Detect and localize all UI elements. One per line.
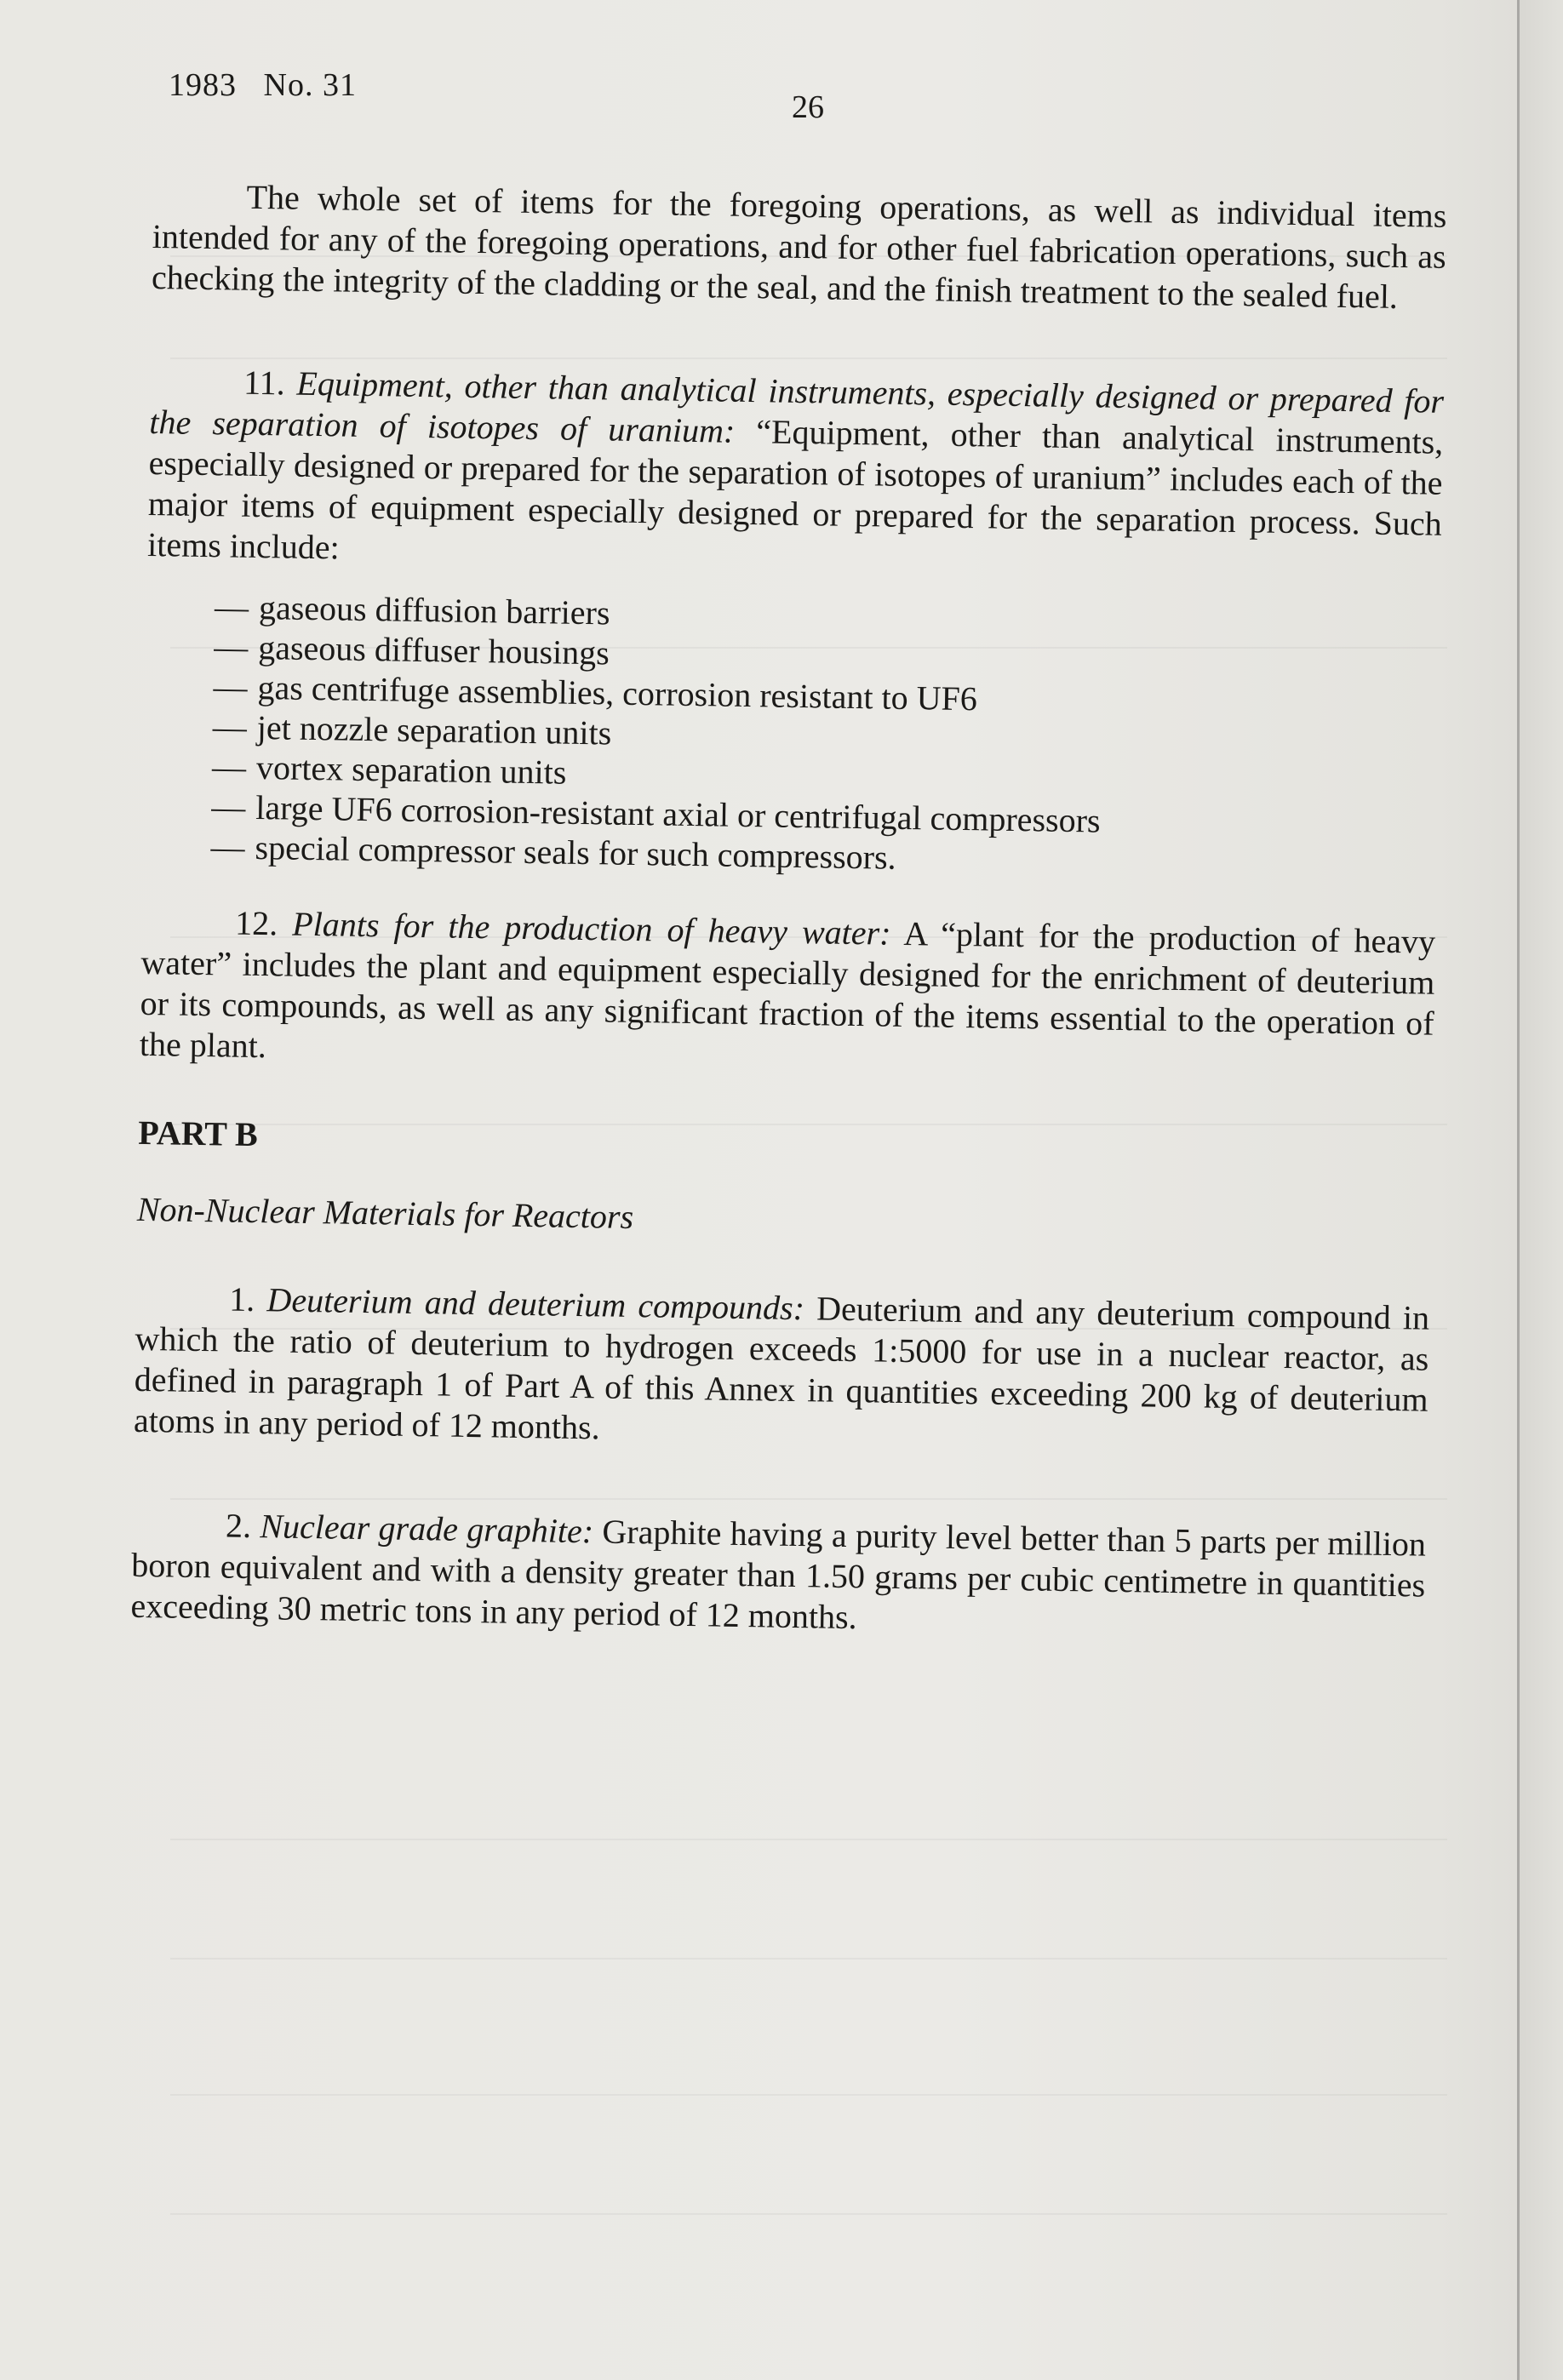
part-b-item-1-paragraph xyxy=(134,1278,1430,1462)
document-body xyxy=(130,175,1447,1647)
page-number: 26 xyxy=(792,89,824,125)
list-item: — large UF6 corrosion-resistant axial or centrifugal compressors xyxy=(211,787,1101,840)
bleed-through-line xyxy=(170,2213,1447,2215)
dash-bullet: — xyxy=(211,747,247,787)
list-item: — gas centrifuge assemblies, corrosion resistant to UF6 xyxy=(213,667,978,718)
section-12-number: 12. xyxy=(234,903,278,943)
section-11-body: “Equipment, other than analytical instruments, especially designed or prepared for the separation of isotopes of uranium” includes each of the major items of equipment especially designed or prepared for the separation process. Such items include: xyxy=(146,412,1444,567)
section-11-paragraph xyxy=(147,361,1445,586)
section-12-body: A “plant for the production of heavy water” includes the plant and equipment especially designed for the enrichment of deuterium or its compounds, as well as any significant fraction of the items essential to the operation of the plant. xyxy=(139,913,1436,1066)
dash-bullet: — xyxy=(210,827,245,867)
bleed-through-line xyxy=(170,2094,1447,2096)
part-b-item-2-paragraph xyxy=(130,1504,1426,1647)
item-2-number: 2. xyxy=(225,1506,252,1546)
item-2-body: Graphite having a purity level better than 5 parts per million boron equivalent and with a density greater than 1.50 grams per cubic centimetre in quantities exceeding 30 metric tons in any period of 12 months. xyxy=(130,1512,1427,1637)
part-b-heading: PART B xyxy=(137,1113,259,1154)
bleed-through-line xyxy=(170,1839,1447,1840)
dash-bullet: — xyxy=(214,587,249,626)
list-item: — special compressor seals for such compressors. xyxy=(210,827,896,877)
dash-bullet: — xyxy=(211,787,246,827)
list-item: — jet nozzle separation units xyxy=(212,707,612,752)
item-2-title: Nuclear grade graphite: xyxy=(260,1507,594,1551)
page-edge-shadow xyxy=(1520,0,1563,2380)
list-item: — gaseous diffusion barriers xyxy=(214,587,610,632)
section-12-title: Plants for the production of heavy water: xyxy=(291,904,891,953)
equipment-list xyxy=(210,586,1440,886)
section-11-title: Equipment, other than analytical instruments, especially designed or prepared for the separation of isotopes of uranium: xyxy=(149,363,1445,450)
bleed-through-line xyxy=(170,1958,1447,1959)
section-11-number: 11. xyxy=(243,363,286,403)
list-item: — gaseous diffuser housings xyxy=(213,627,610,672)
part-b-subheading: Non-Nuclear Materials for Reactors xyxy=(136,1189,634,1237)
document-reference: 1983 No. 31 xyxy=(169,67,357,103)
intro-paragraph: The whole set of items for the foregoing operations, as well as individual items intended for any of the foregoing operations, and for other fuel fabrication operations, such as checking the integrity of the cladding or the seal, and the finish treatment to the sealed fuel. xyxy=(151,177,1447,316)
dash-bullet: — xyxy=(212,707,248,747)
dash-bullet: — xyxy=(213,667,248,707)
item-1-body: Deuterium and any deuterium compound in which the ratio of deuterium to hydrogen exceeds 1:5000 for use in a nuclear reactor, as defined in paragraph 1 of Part A of this Annex in quantities exceeding 200 kg of deuterium atoms in any period of 12 months. xyxy=(133,1289,1430,1447)
section-12-paragraph xyxy=(140,901,1436,1085)
dash-bullet: — xyxy=(213,627,249,667)
item-1-number: 1. xyxy=(228,1279,255,1319)
list-item: — vortex separation units xyxy=(211,747,567,792)
item-1-title: Deuterium and deuterium compounds: xyxy=(266,1280,805,1328)
